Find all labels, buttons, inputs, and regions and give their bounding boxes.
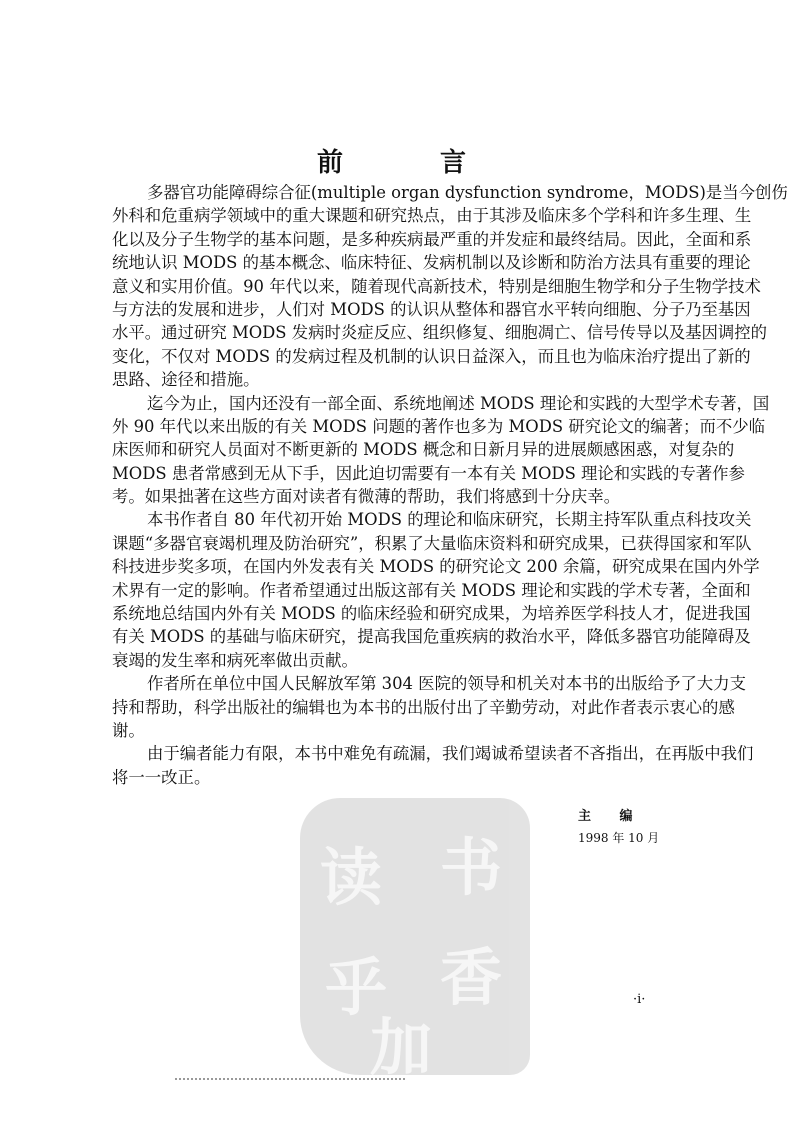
paragraph-line: 由于编者能力有限，本书中难免有疏漏，我们竭诚希望读者不吝指出，在再版中我们 — [147, 744, 754, 764]
paragraph-line: 外 90 年代以来出版的有关 MODS 问题的著作也多为 MODS 研究论文的编著；而不少临 — [112, 416, 766, 436]
paragraph-line: 作者所在单位中国人民解放军第 304 医院的领导和机关对本书的出版给予了大力支 — [147, 674, 746, 694]
paragraph-line: 外科和危重病学领域中的重大课题和研究热点，由于其涉及临床多个学科和许多生理、生 — [112, 206, 752, 226]
dotted-rule — [175, 1078, 405, 1080]
paragraph-line: 统地认识 MODS 的基本概念、临床特征、发病机制以及诊断和防治方法具有重要的理论 — [112, 253, 751, 273]
paragraph-line: 思路、途径和措施。 — [112, 370, 260, 390]
paragraph-line: 系统地总结国内外有关 MODS 的临床经验和研究成果，为培养医学科技人才，促进我国 — [112, 604, 751, 624]
paragraph-line: 多器官功能障碍综合征(multiple organ dysfunction syndrome，MODS)是当今创伤 — [147, 183, 788, 202]
signature: 主 编 — [578, 809, 645, 824]
paragraph-line: 课题“多器官衰竭机理及防治研究”，积累了大量临床资料和研究成果，已获得国家和军队 — [112, 533, 752, 553]
paragraph-line: 科技进步奖多项，在国内外发表有关 MODS 的研究论文 200 余篇，研究成果在国内外学 — [112, 557, 760, 577]
paragraph-line: 变化，不仅对 MODS 的发病过程及机制的认识日益深入，而且也为临床治疗提出了新的 — [112, 346, 751, 366]
paragraph-line: 意义和实用价值。90 年代以来，随着现代高新技术，特别是细胞生物学和分子生物学技术 — [112, 276, 761, 296]
paragraph-line: 有关 MODS 的基础与临床研究，提高我国危重疾病的救治水平，降低多器官功能障碍及 — [112, 627, 751, 647]
preface-body — [112, 181, 788, 789]
page-number: ·i· — [633, 992, 646, 1007]
paragraph-line: 考。如果拙著在这些方面对读者有微薄的帮助，我们将感到十分庆幸。 — [112, 487, 621, 507]
paragraph-line: 水平。通过研究 MODS 发病时炎症反应、组织修复、细胞凋亡、信号传导以及基因调控的 — [112, 323, 768, 343]
paragraph-line: 衰竭的发生率和病死率做出贡献。 — [112, 650, 358, 670]
paragraph-line: 与方法的发展和进步，人们对 MODS 的认识从整体和器官水平转向细胞、分子乃至基因 — [112, 299, 751, 319]
page-title: 前 言 — [316, 148, 511, 178]
date: 1998 年 10 月 — [578, 831, 660, 845]
paragraph-line: 术界有一定的影响。作者希望通过出版这部有关 MODS 理论和实践的学术专著，全面和 — [112, 580, 751, 600]
paragraph-line: 谢。 — [112, 720, 145, 740]
paragraph-line: 将一一改正。 — [112, 767, 211, 787]
paragraph-line: 化以及分子生物学的基本问题，是多种疾病最严重的并发症和最终结局。因此，全面和系 — [112, 229, 752, 249]
paragraph-line: 迄今为止，国内还没有一部全面、系统地阐述 MODS 理论和实践的大型学术专著，国 — [147, 393, 770, 413]
paragraph-line: 持和帮助，科学出版社的编辑也为本书的出版付出了辛勤劳动，对此作者表示衷心的感 — [112, 697, 735, 717]
paragraph-line: 床医师和研究人员面对不断更新的 MODS 概念和日新月异的进展颇感困惑，对复杂的 — [112, 440, 735, 460]
watermark-seal: 读 书 乎 香 加 — [300, 798, 530, 1075]
paragraph-line: 本书作者自 80 年代初开始 MODS 的理论和临床研究，长期主持军队重点科技攻关 — [147, 510, 752, 530]
paragraph-line: MODS 患者常感到无从下手，因此迫切需要有一本有关 MODS 理论和实践的专著作参 — [112, 463, 745, 483]
